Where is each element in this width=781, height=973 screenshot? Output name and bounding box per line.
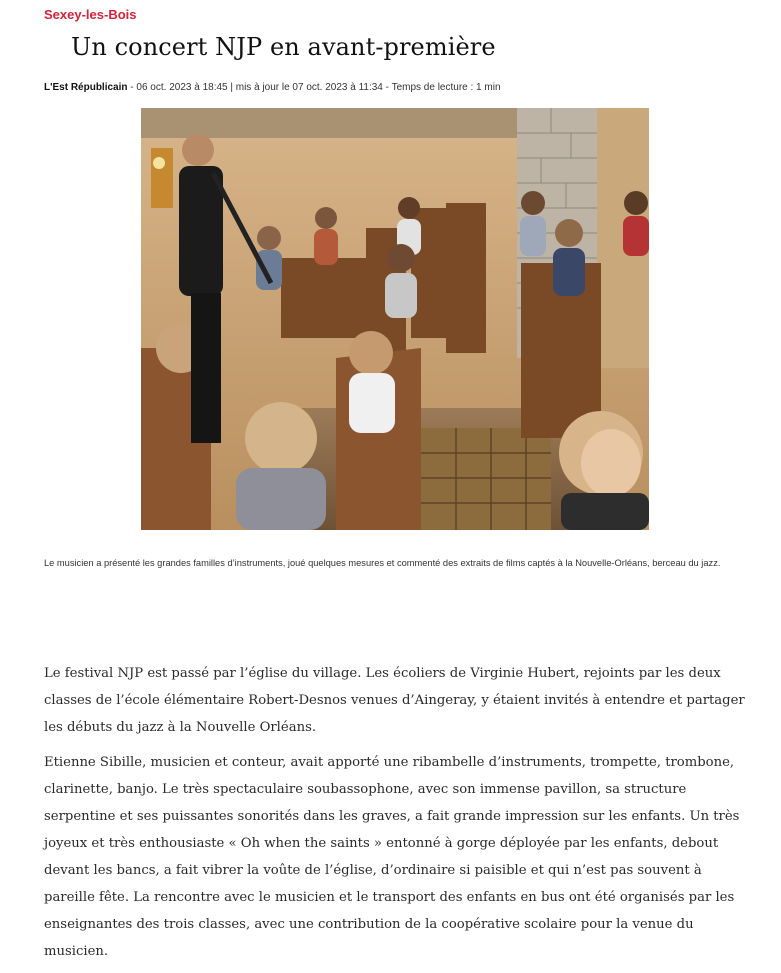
article-meta bbox=[44, 82, 501, 93]
article-source: L'Est Républicain bbox=[44, 82, 128, 93]
article-title: Un concert NJP en avant-première bbox=[71, 33, 496, 61]
article-photo[interactable] bbox=[141, 108, 649, 530]
photo-carpet bbox=[421, 428, 551, 530]
article-locality[interactable]: Sexey-les-Bois bbox=[44, 7, 137, 22]
article-paragraph: Etienne Sibille, musicien et conteur, avait apporté une ribambelle d’instruments, trompette, trombone, clarinette, banjo. Le très spectaculaire soubassophone, avec son immense pavillon, sa structure serpentine et ses puissantes sonorités dans les graves, a fait grande impression sur les enfants. Un très joyeux et très enthousiaste « Oh when the saints » entonné à gorge déployée par les enfants, debout devant les bancs, a fait vibrer la voûte de l’église, d’ordinaire si paisible et qui n’est pas souvent à pareille fête. La rencontre avec le musicien et le transport des enfants en bus ont été organisés par les enseignantes des trois classes, avec une contribution de la coopérative scolaire pour la venue du musicien. bbox=[44, 755, 740, 959]
photo-caption: Le musicien a présenté les grandes familles d’instruments, joué quelques mesures et commenté des extraits de films captés à la Nouvelle-Orléans, berceau du jazz. bbox=[44, 558, 721, 568]
article-dates: - 06 oct. 2023 à 18:45 | mis à jour le 07 oct. 2023 à 11:34 - Temps de lecture : 1 min bbox=[127, 82, 501, 93]
article-body bbox=[44, 660, 756, 973]
article-paragraph: Le festival NJP est passé par l’église du village. Les écoliers de Virginie Hubert, rejoints par les deux classes de l’école élémentaire Robert-Desnos venues d’Aingeray, y étaient invités à entendre et partager les débuts du jazz à la Nouvelle Orléans. bbox=[44, 666, 745, 735]
